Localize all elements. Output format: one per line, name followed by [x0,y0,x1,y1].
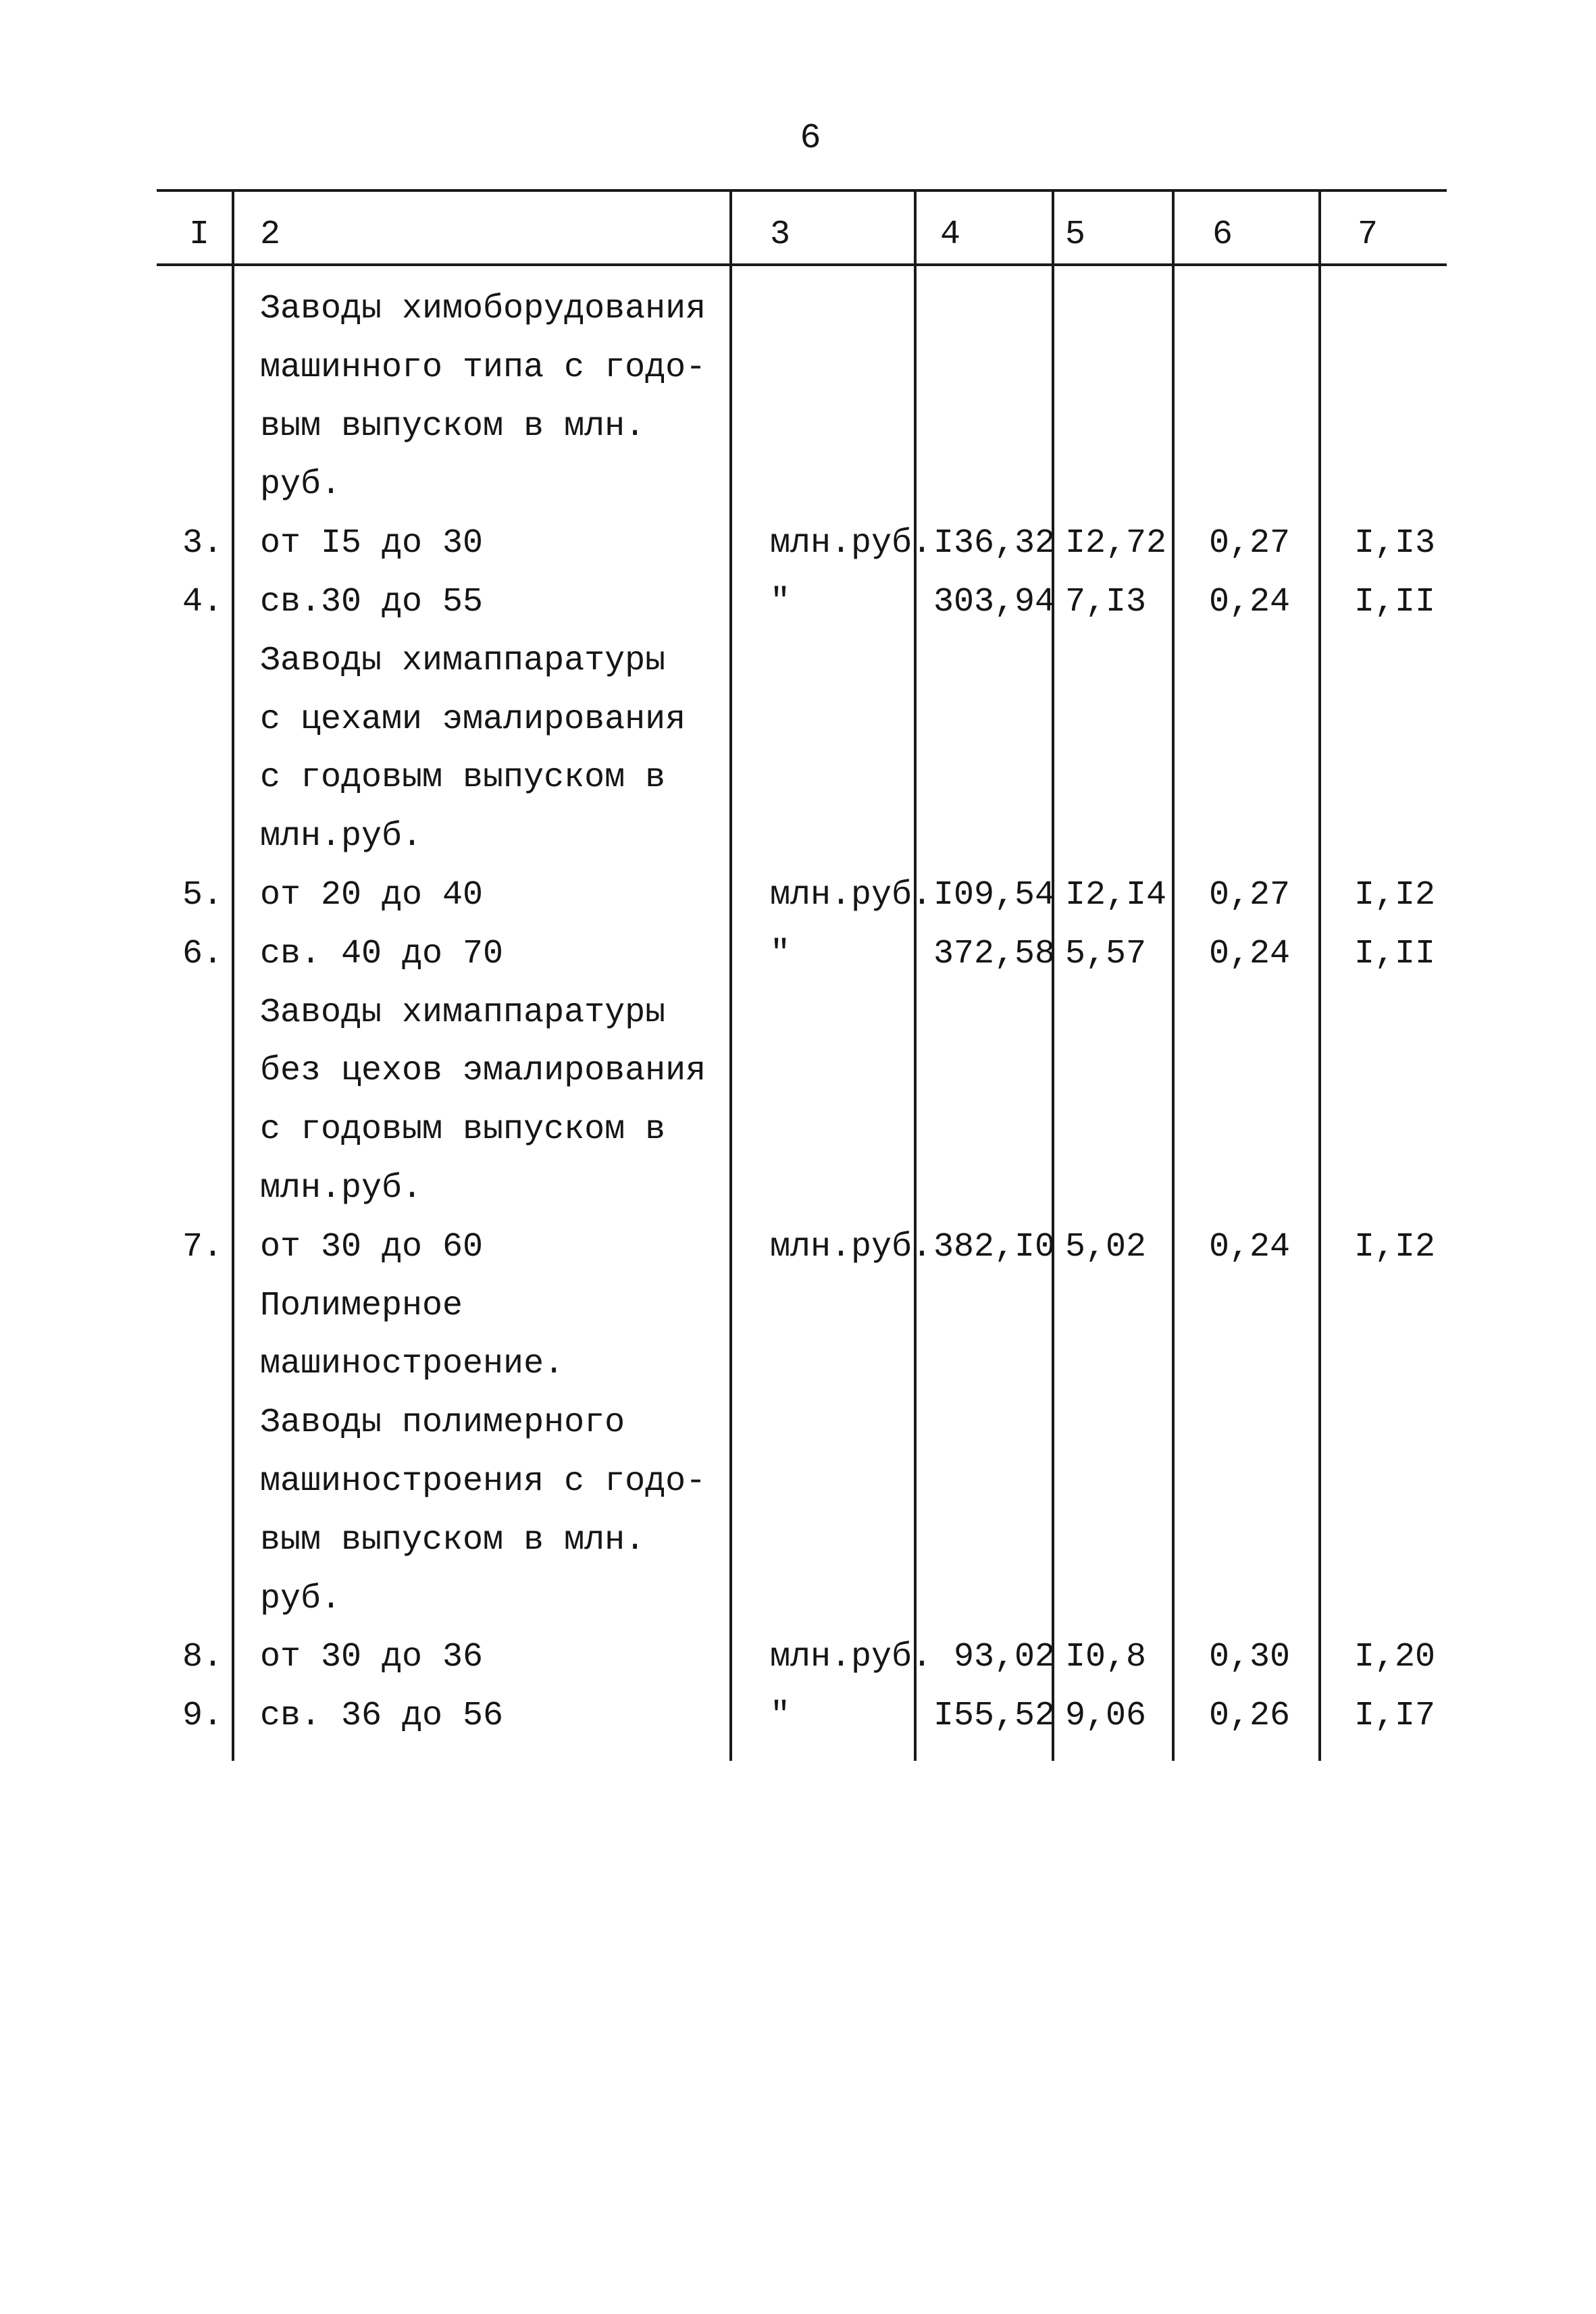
table-row [0,925,1596,983]
row-name: с цехами эмалирования [260,700,686,739]
table-row [0,1628,1596,1687]
row-value-col-6: 0,27 [1209,524,1291,563]
row-value-col-4: I36,32 [933,524,1055,563]
table-row [0,808,1596,866]
row-value-col-4: 382,I0 [933,1227,1055,1266]
row-value-col-7: I,I7 [1354,1697,1436,1736]
header-col-4: 4 [940,215,961,254]
header-col-5: 5 [1065,215,1086,254]
row-value-col-5: I0,8 [1065,1638,1147,1677]
header-col-7: 7 [1358,215,1379,254]
row-value-col-7: I,I2 [1354,1227,1436,1266]
row-name: млн.руб. [260,817,423,856]
row-name: Заводы химоборудования [260,290,706,328]
row-number: 4. [182,583,223,621]
row-unit: " [770,934,791,973]
table-row [0,515,1596,573]
table-row [0,1218,1596,1277]
table-row [0,1335,1596,1393]
table-row [0,749,1596,807]
row-unit: млн.руб. [770,876,933,915]
table-row [0,1687,1596,1745]
row-value-col-5: 7,I3 [1065,583,1147,621]
row-value-col-5: 5,57 [1065,934,1147,973]
row-number: 9. [182,1697,223,1736]
table-row [0,573,1596,632]
row-name: св. 36 до 56 [260,1697,504,1736]
table-row [0,1101,1596,1159]
row-value-col-6: 0,24 [1209,1227,1291,1266]
row-name: без цехов эмалирования [260,1052,706,1091]
row-value-col-7: I,II [1354,934,1436,973]
row-value-col-6: 0,24 [1209,583,1291,621]
row-value-col-4: I55,52 [933,1697,1055,1736]
table-row [0,1277,1596,1335]
header-col-1: I [189,215,210,254]
table-top-rule [157,189,1447,192]
row-number: 7. [182,1227,223,1266]
row-unit: млн.руб. [770,1638,933,1677]
table-row [0,398,1596,456]
row-name: с годовым выпуском в [260,759,666,798]
page-number: 6 [800,118,821,158]
table-row [0,1042,1596,1100]
row-value-col-6: 0,24 [1209,934,1291,973]
table-row [0,984,1596,1042]
table-row [0,1394,1596,1452]
row-name: машиностроения с годо- [260,1462,706,1501]
row-name: вым выпуском в млн. [260,1520,646,1560]
row-name: от I5 до 30 [260,524,484,563]
row-value-col-5: I2,I4 [1065,876,1167,915]
row-name: св. 40 до 70 [260,934,504,973]
row-value-col-4: I09,54 [933,876,1055,915]
header-col-2: 2 [260,215,281,254]
row-name: Заводы химаппаратуры [260,641,666,680]
row-name: с годовым выпуском в [260,1110,666,1150]
row-number: 8. [182,1638,223,1677]
row-number: 5. [182,876,223,915]
row-value-col-5: I2,72 [1065,524,1167,563]
row-unit: млн.руб. [770,1227,933,1266]
row-name: от 30 до 36 [260,1638,484,1677]
row-name: млн.руб. [260,1169,423,1208]
row-name: машиностроение. [260,1345,565,1384]
row-name: вым выпуском в млн. [260,407,646,446]
row-value-col-5: 9,06 [1065,1697,1147,1736]
row-value-col-7: I,II [1354,583,1436,621]
table-row [0,280,1596,338]
table-row [0,1512,1596,1570]
row-value-col-7: I,I3 [1354,524,1436,563]
table-row [0,1570,1596,1628]
row-value-col-5: 5,02 [1065,1227,1147,1266]
header-col-3: 3 [770,215,791,254]
row-value-col-4: 303,94 [933,583,1055,621]
row-number: 6. [182,934,223,973]
row-unit: " [770,1697,791,1736]
table-row [0,867,1596,925]
table-row [0,456,1596,514]
row-name: от 30 до 60 [260,1227,484,1266]
row-name: Заводы полимерного [260,1404,625,1443]
row-name: руб. [260,465,342,505]
table-row [0,1160,1596,1218]
row-unit: млн.руб. [770,524,933,563]
row-unit: " [770,583,791,621]
row-number: 3. [182,524,223,563]
row-name: св.30 до 55 [260,583,484,621]
row-name: от 20 до 40 [260,876,484,915]
row-value-col-4: 372,58 [933,934,1055,973]
row-value-col-4: 93,02 [953,1638,1055,1677]
table-row [0,339,1596,397]
row-name: Заводы химаппаратуры [260,993,666,1032]
row-value-col-7: I,20 [1354,1638,1436,1677]
row-name: машинного типа с годо- [260,348,706,387]
row-name: Полимерное [260,1286,463,1325]
header-bottom-rule [157,263,1447,266]
row-value-col-6: 0,27 [1209,876,1291,915]
table-row [0,691,1596,749]
header-col-6: 6 [1212,215,1233,254]
table-row [0,632,1596,690]
row-value-col-7: I,I2 [1354,876,1436,915]
row-name: руб. [260,1579,342,1618]
row-value-col-6: 0,30 [1209,1638,1291,1677]
table-row [0,1453,1596,1511]
row-value-col-6: 0,26 [1209,1697,1291,1736]
